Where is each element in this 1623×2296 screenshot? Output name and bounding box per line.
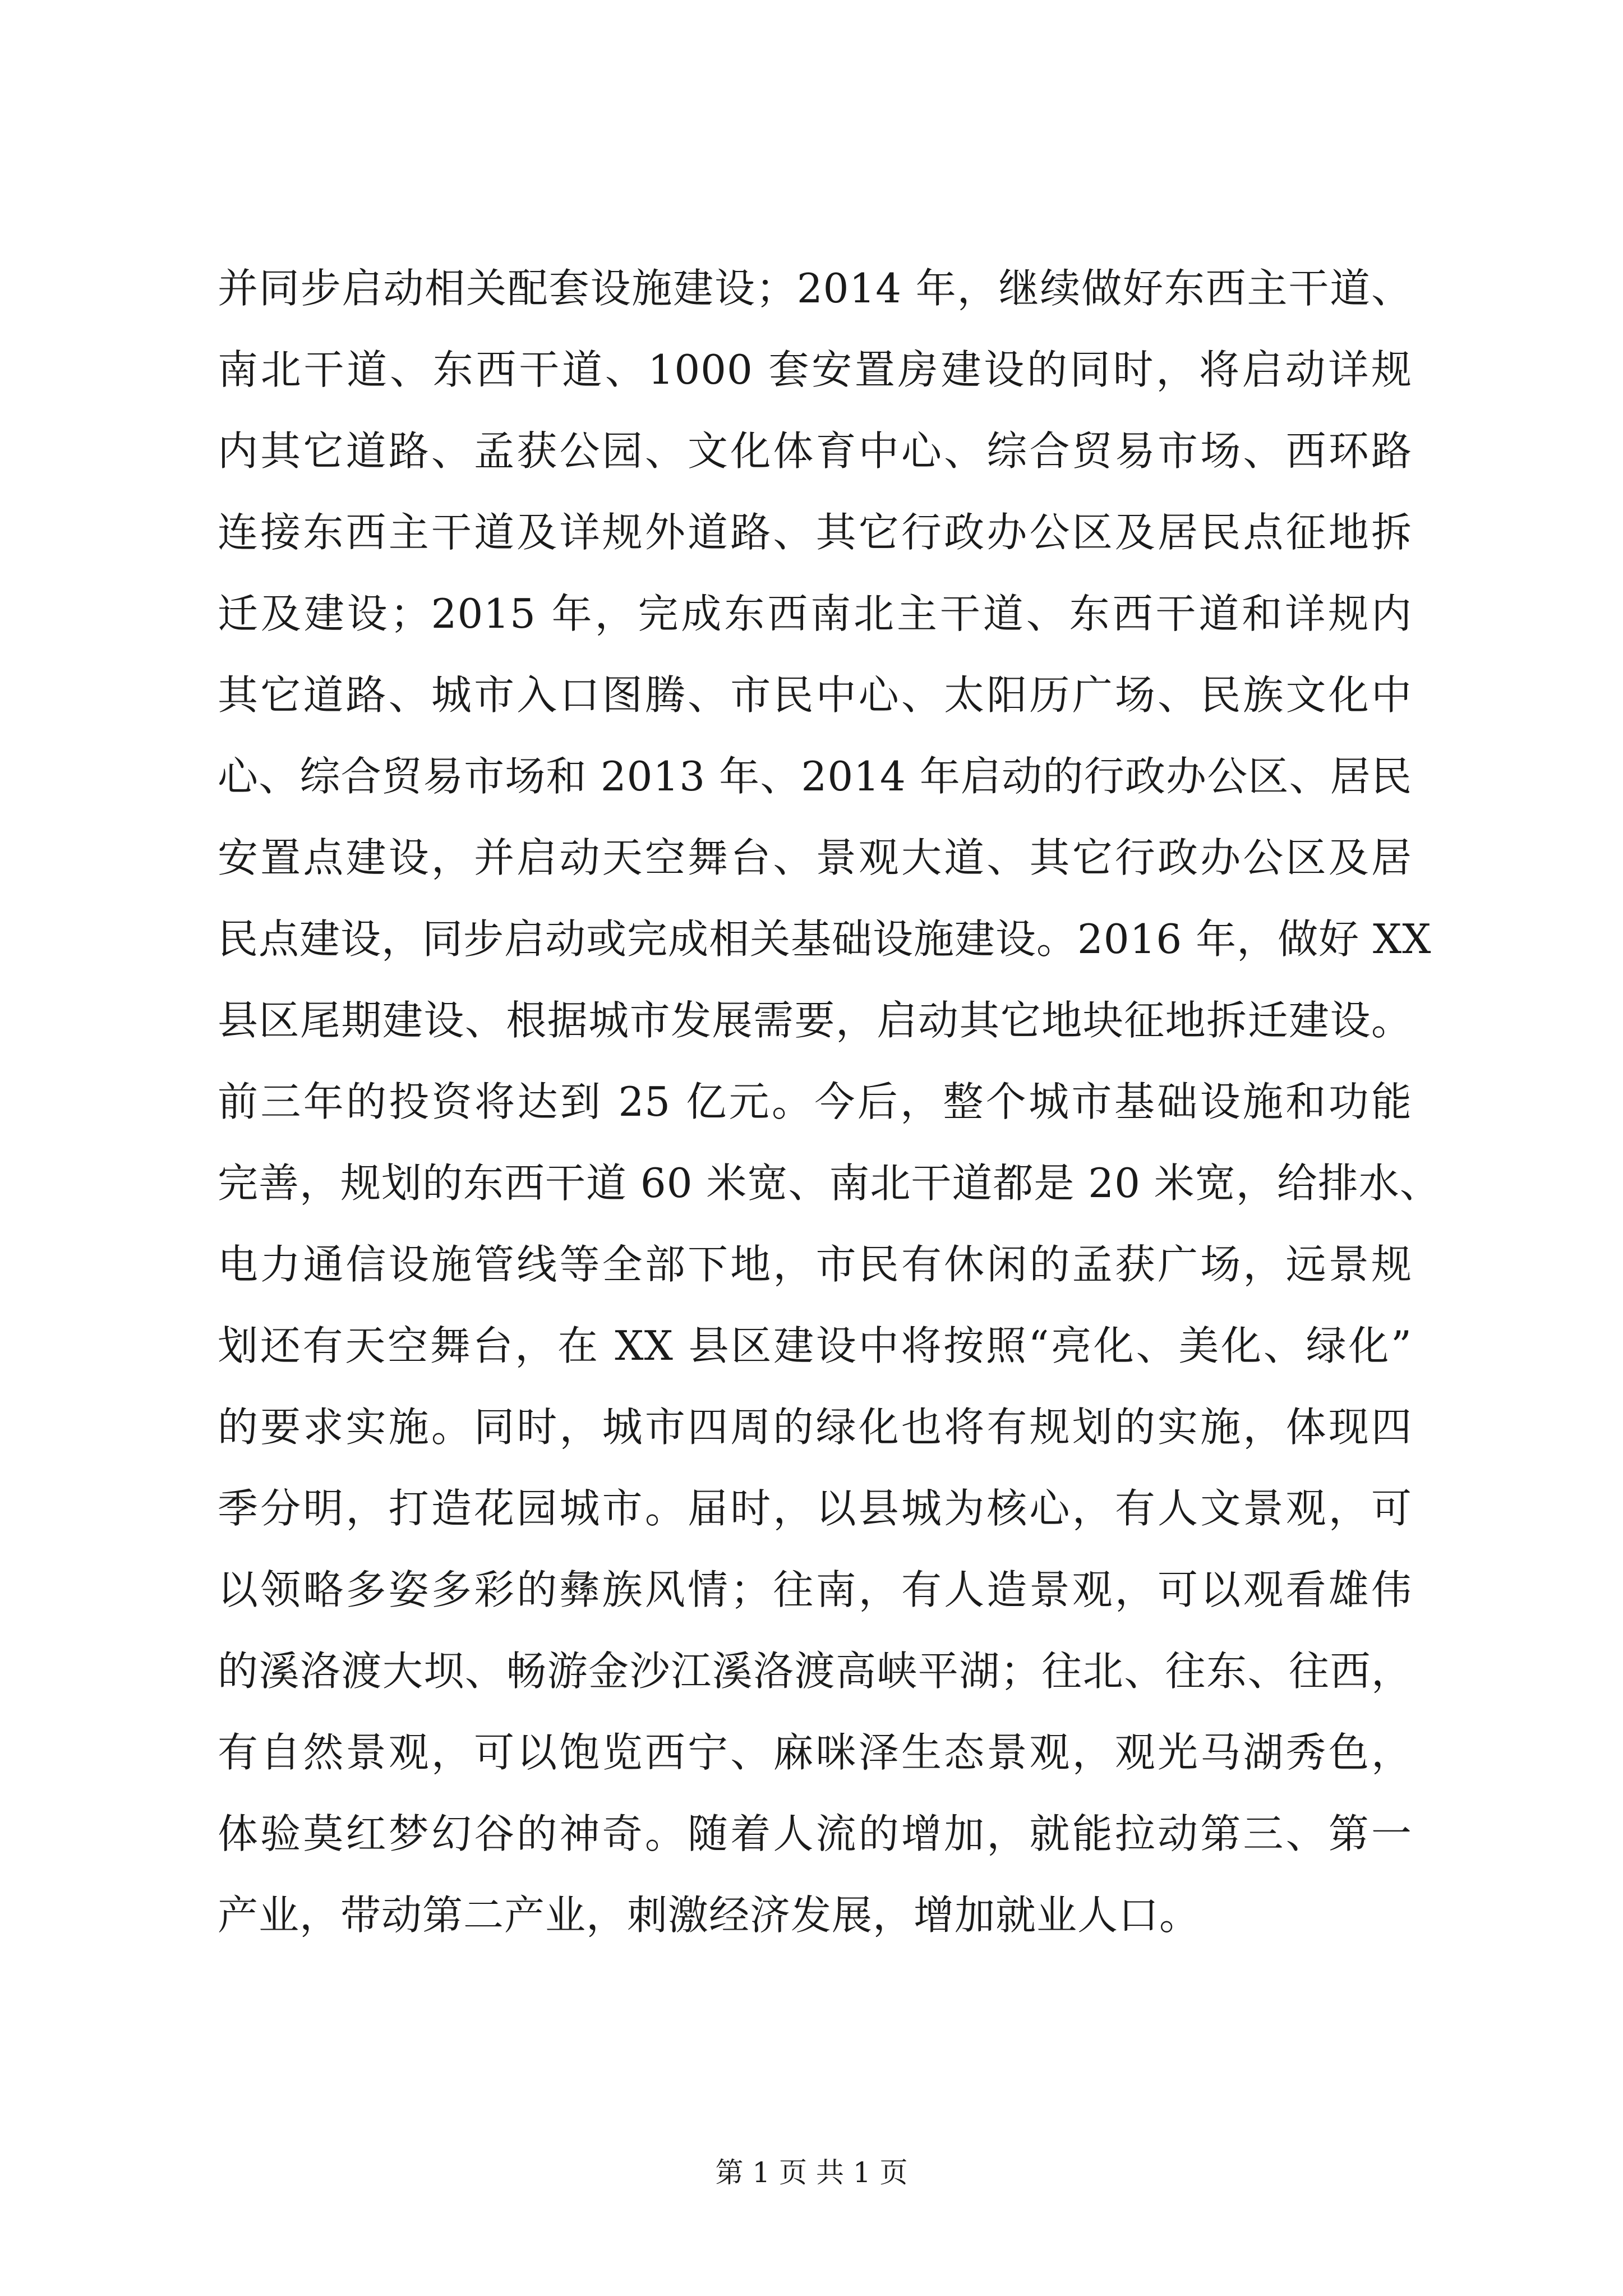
text-line: 的溪洛渡大坝、畅游金沙江溪洛渡高峡平湖；往北、往东、往西， xyxy=(218,1648,1412,1695)
text-line: 电力通信设施管线等全部下地，市民有休闲的孟获广场，远景规 xyxy=(218,1241,1412,1288)
text-line: 季分明，打造花园城市。届时，以县城为核心，有人文景观，可 xyxy=(218,1485,1412,1532)
page-footer: 第 1 页 共 1 页 xyxy=(715,2156,908,2189)
text-line: 心、综合贸易市场和 2013 年、2014 年启动的行政办公区、居民 xyxy=(218,753,1412,800)
text-line: 的要求实施。同时，城市四周的绿化也将有规划的实施，体现四 xyxy=(218,1404,1412,1451)
text-line: 并同步启动相关配套设施建设；2014 年，继续做好东西主干道、 xyxy=(218,265,1412,312)
text-line: 内其它道路、孟获公园、文化体育中心、综合贸易市场、西环路 xyxy=(218,427,1412,475)
text-line: 划还有天空舞台，在 XX 县区建设中将按照“亮化、美化、绿化” xyxy=(218,1322,1412,1369)
text-line: 前三年的投资将达到 25 亿元。今后，整个城市基础设施和功能 xyxy=(218,1078,1412,1125)
text-line: 连接东西主干道及详规外道路、其它行政办公区及居民点征地拆 xyxy=(218,509,1412,556)
text-line: 县区尾期建设、根据城市发展需要，启动其它地块征地拆迁建设。 xyxy=(218,997,1412,1044)
text-line: 产业，带动第二产业，刺激经济发展，增加就业人口。 xyxy=(218,1892,1201,1939)
text-line: 有自然景观，可以饱览西宁、麻咪泽生态景观，观光马湖秀色， xyxy=(218,1729,1412,1776)
text-line: 其它道路、城市入口图腾、市民中心、太阳历广场、民族文化中 xyxy=(218,671,1412,719)
text-line: 迁及建设；2015 年，完成东西南北主干道、东西干道和详规内 xyxy=(218,590,1412,637)
text-line: 民点建设，同步启动或完成相关基础设施建设。2016 年，做好 XX xyxy=(218,915,1432,963)
text-line: 南北干道、东西干道、1000 套安置房建设的同时，将启动详规 xyxy=(218,346,1412,393)
text-line: 完善，规划的东西干道 60 米宽、南北干道都是 20 米宽，给排水、 xyxy=(218,1159,1441,1207)
text-line: 体验莫红梦幻谷的神奇。随着人流的增加，就能拉动第三、第一 xyxy=(218,1810,1412,1857)
text-line: 以领略多姿多彩的彝族风情；往南，有人造景观，可以观看雄伟 xyxy=(218,1566,1412,1613)
text-line: 安置点建设，并启动天空舞台、景观大道、其它行政办公区及居 xyxy=(218,834,1412,881)
